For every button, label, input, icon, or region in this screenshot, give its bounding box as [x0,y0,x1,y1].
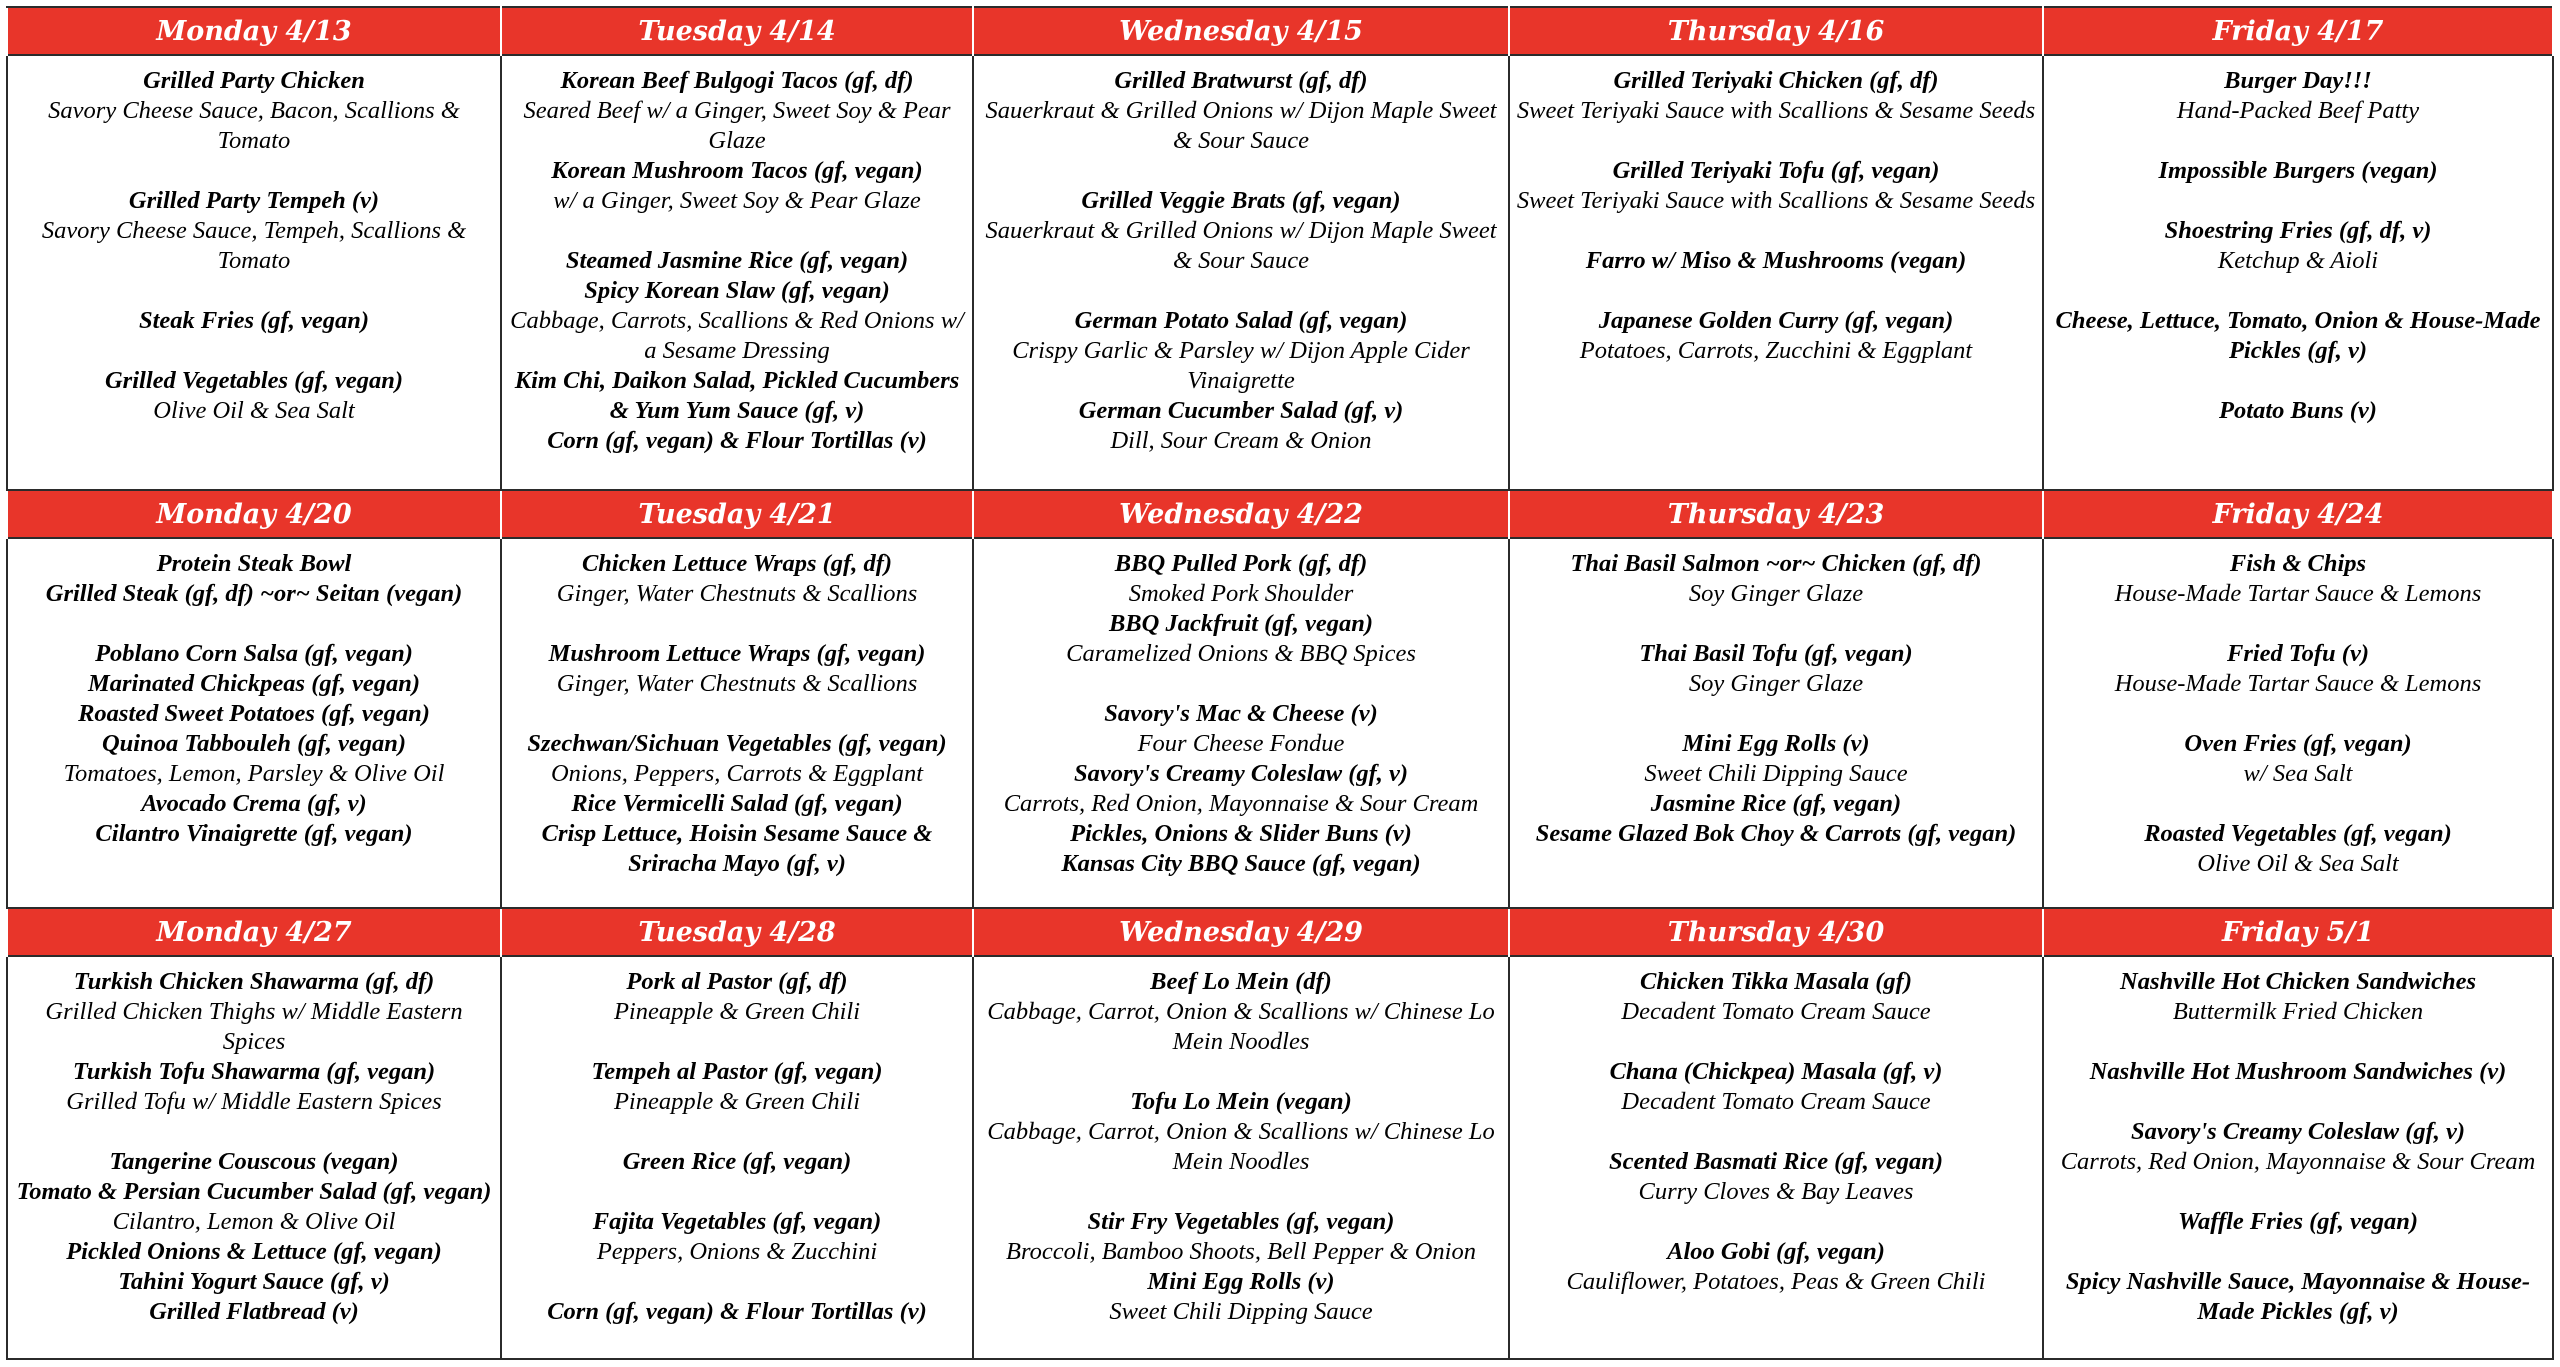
day-menu-cell [1509,538,2043,908]
menu-item-description: Cabbage, Carrot, Onion & Scallions w/ Chinese Lo Mein Noodles [987,998,1495,1056]
menu-item-name: Korean Beef Bulgogi Tacos (gf, df) [560,67,914,94]
menu-item-description: Seared Beef w/ a Ginger, Sweet Soy & Pear Glaze [523,97,951,154]
week-menu-row [7,55,2553,490]
day-menu-cell [7,538,501,908]
menu-spacer [1516,699,2036,729]
menu-spacer [14,1117,494,1147]
menu-body [7,7,2553,1359]
day-menu-cell [1509,956,2043,1359]
menu-item-description: Carrots, Red Onion, Mayonnaise & Sour Cream [2060,1148,2536,1176]
menu-item-name: Oven Fries (gf, vegan) [2184,730,2412,758]
menu-item-name: Cilantro Vinaigrette (gf, vegan) [95,820,413,848]
menu-item-description: w/ Sea Salt [2243,760,2353,788]
menu-item-description: Peppers, Onions & Zucchini [596,1238,878,1266]
menu-item-description: Cilantro, Lemon & Olive Oil [112,1208,396,1236]
menu-item-name: Savory's Creamy Coleslaw (gf, v) [1073,760,1409,788]
day-header: Friday 4/17 [2043,7,2553,55]
menu-item-name: Shoestring Fries (gf, df, v) [2164,217,2432,244]
day-menu-cell [7,55,501,490]
menu-item-description: Onions, Peppers, Carrots & Eggplant [550,760,924,788]
menu-item-description: Soy Ginger Glaze [1688,670,1864,698]
menu-item-description: Decadent Tomato Cream Sauce [1621,1088,1931,1116]
menu-item-name: Pickled Onions & Lettuce (gf, vegan) [66,1238,442,1266]
menu-item-name: Mini Egg Rolls (v) [1147,1268,1335,1296]
menu-item-name: Chicken Tikka Masala (gf) [1640,968,1912,996]
menu-spacer [508,1267,966,1297]
menu-item-description: Savory Cheese Sauce, Tempeh, Scallions & Tomato [41,217,467,274]
week-menu-row [7,956,2553,1359]
menu-item-name: Jasmine Rice (gf, vegan) [1650,790,1902,818]
menu-item-name: Turkish Tofu Shawarma (gf, vegan) [72,1058,436,1086]
menu-item-description: Pineapple & Green Chili [613,1088,861,1116]
menu-spacer [2050,1237,2546,1267]
menu-spacer [508,216,966,246]
menu-item-description: Smoked Pork Shoulder [1128,580,1354,608]
menu-item-description: Cabbage, Carrots, Scallions & Red Onions w/ a Sesame Dressing [510,307,964,364]
day-header: Wednesday 4/29 [973,908,1509,956]
week-header-row [7,7,2553,55]
day-header: Tuesday 4/14 [501,7,973,55]
menu-spacer [980,1177,1502,1207]
menu-item-description: Sweet Chili Dipping Sauce [1644,760,1908,788]
menu-item-name: German Potato Salad (gf, vegan) [1074,307,1408,334]
menu-item-name: BBQ Pulled Pork (gf, df) [1114,550,1368,578]
menu-item-name: Spicy Korean Slaw (gf, vegan) [584,277,890,304]
menu-item-name: Tangerine Couscous (vegan) [109,1148,399,1176]
day-header: Tuesday 4/28 [501,908,973,956]
menu-item-name: Aloo Gobi (gf, vegan) [1667,1238,1885,1266]
day-menu-cell [7,956,501,1359]
day-menu-cell [973,55,1509,490]
week-header-row [7,908,2553,956]
menu-item-name: Grilled Teriyaki Tofu (gf, vegan) [1612,157,1940,184]
day-menu-cell [2043,55,2553,490]
menu-item-name: Burger Day!!! [2224,67,2372,94]
menu-spacer [1516,126,2036,156]
menu-item-name: Grilled Vegetables (gf, vegan) [104,367,404,394]
menu-item-name: Green Rice (gf, vegan) [622,1148,852,1176]
menu-spacer [14,156,494,186]
menu-item-description: Hand-Packed Beef Patty [2176,97,2420,124]
menu-item-name: Roasted Vegetables (gf, vegan) [2144,820,2452,848]
menu-item-name: Mini Egg Rolls (v) [1682,730,1870,758]
menu-spacer [508,1177,966,1207]
day-header: Wednesday 4/22 [973,490,1509,538]
menu-item-name: Spicy Nashville Sauce, Mayonnaise & House-Made Pickles (gf, v) [2065,1268,2531,1326]
menu-item-name: Grilled Flatbread (v) [149,1298,359,1326]
menu-spacer [1516,1027,2036,1057]
menu-item-name: Thai Basil Salmon ~or~ Chicken (gf, df) [1570,550,1982,578]
menu-spacer [2050,366,2546,396]
menu-item-description: Potatoes, Carrots, Zucchini & Eggplant [1579,337,1973,364]
menu-item-description: Decadent Tomato Cream Sauce [1621,998,1931,1026]
day-header: Monday 4/13 [7,7,501,55]
menu-item-description: Olive Oil & Sea Salt [2197,850,2399,878]
menu-item-name: Rice Vermicelli Salad (gf, vegan) [571,790,903,818]
menu-item-description: Crispy Garlic & Parsley w/ Dijon Apple Cider Vinaigrette [1012,337,1470,394]
day-menu-cell [2043,956,2553,1359]
menu-spacer [1516,1207,2036,1237]
menu-item-description: Ginger, Water Chestnuts & Scallions [556,580,918,608]
menu-spacer [508,1117,966,1147]
menu-item-description: Sweet Teriyaki Sauce with Scallions & Sesame Seeds [1516,187,2036,214]
day-header: Tuesday 4/21 [501,490,973,538]
menu-item-name: Kansas City BBQ Sauce (gf, vegan) [1061,850,1421,878]
day-header: Thursday 4/23 [1509,490,2043,538]
day-header: Thursday 4/30 [1509,908,2043,956]
menu-item-description: w/ a Ginger, Sweet Soy & Pear Glaze [553,187,921,214]
menu-item-name: Tempeh al Pastor (gf, vegan) [591,1058,883,1086]
menu-item-name: Beef Lo Mein (df) [1150,968,1332,996]
week-menu-row [7,538,2553,908]
menu-item-description: Sweet Teriyaki Sauce with Scallions & Sesame Seeds [1516,97,2036,124]
menu-item-description: Curry Cloves & Bay Leaves [1638,1178,1914,1206]
menu-item-description: Caramelized Onions & BBQ Spices [1066,640,1416,668]
menu-item-name: Avocado Crema (gf, v) [141,790,367,818]
day-menu-cell [501,55,973,490]
menu-item-description: Olive Oil & Sea Salt [153,397,355,424]
menu-spacer [1516,609,2036,639]
menu-item-name: Grilled Bratwurst (gf, df) [1114,67,1368,94]
day-menu-cell [501,956,973,1359]
menu-item-name: Szechwan/Sichuan Vegetables (gf, vegan) [527,730,947,758]
menu-item-description: Soy Ginger Glaze [1688,580,1864,608]
menu-item-name: Tofu Lo Mein (vegan) [1130,1088,1352,1116]
menu-item-name: Thai Basil Tofu (gf, vegan) [1639,640,1913,668]
menu-spacer [508,609,966,639]
menu-item-name: Crisp Lettuce, Hoisin Sesame Sauce & Sriracha Mayo (gf, v) [541,820,933,878]
menu-item-name: Stir Fry Vegetables (gf, vegan) [1087,1208,1395,1236]
menu-item-name: German Cucumber Salad (gf, v) [1078,397,1404,424]
day-header: Monday 4/27 [7,908,501,956]
menu-item-description: House-Made Tartar Sauce & Lemons [2114,580,2482,608]
week-header-row [7,490,2553,538]
day-menu-cell [1509,55,2043,490]
menu-spacer [980,276,1502,306]
menu-item-description: Pineapple & Green Chili [613,998,861,1026]
menu-item-name: Sesame Glazed Bok Choy & Carrots (gf, vegan) [1535,820,2017,848]
menu-item-description: Carrots, Red Onion, Mayonnaise & Sour Cream [1003,790,1479,818]
menu-spacer [1516,216,2036,246]
menu-item-name: Grilled Party Tempeh (v) [128,187,380,214]
menu-spacer [2050,276,2546,306]
menu-spacer [2050,1177,2546,1207]
menu-item-description: Grilled Tofu w/ Middle Eastern Spices [66,1088,442,1116]
menu-item-name: Steak Fries (gf, vegan) [139,307,369,334]
menu-item-name: Poblano Corn Salsa (gf, vegan) [95,640,413,668]
menu-spacer [980,669,1502,699]
menu-item-name: Pickles, Onions & Slider Buns (v) [1070,820,1412,848]
menu-item-description: Ketchup & Aioli [2217,247,2379,274]
menu-item-name: Impossible Burgers (vegan) [2158,157,2438,184]
menu-item-name: Protein Steak Bowl [156,550,352,578]
menu-item-description: Four Cheese Fondue [1137,730,1345,758]
menu-item-description: House-Made Tartar Sauce & Lemons [2114,670,2482,698]
menu-item-name: BBQ Jackfruit (gf, vegan) [1108,610,1374,638]
menu-spacer [980,156,1502,186]
menu-item-name: Farro w/ Miso & Mushrooms (vegan) [1585,247,1967,274]
menu-item-description: Savory Cheese Sauce, Bacon, Scallions & Tomato [48,97,460,154]
menu-item-name: Grilled Steak (gf, df) ~or~ Seitan (vegan) [45,580,463,608]
menu-item-name: Fajita Vegetables (gf, vegan) [592,1208,882,1236]
day-header: Friday 4/24 [2043,490,2553,538]
menu-item-description: Buttermilk Fried Chicken [2172,998,2424,1026]
menu-item-name: Nashville Hot Mushroom Sandwiches (v) [2089,1058,2507,1086]
menu-item-name: Japanese Golden Curry (gf, vegan) [1598,307,1954,334]
menu-item-name: Potato Buns (v) [2219,397,2377,424]
menu-spacer [1516,1117,2036,1147]
menu-item-name: Steamed Jasmine Rice (gf, vegan) [565,247,909,274]
menu-item-name: Nashville Hot Chicken Sandwiches [2120,968,2476,996]
menu-item-name: Chana (Chickpea) Masala (gf, v) [1609,1058,1943,1086]
menu-spacer [2050,699,2546,729]
menu-calendar [6,6,2554,1360]
day-menu-cell [973,956,1509,1359]
menu-item-name: Chicken Lettuce Wraps (gf, df) [581,550,893,578]
menu-item-name: Tomato & Persian Cucumber Salad (gf, vegan) [16,1178,492,1206]
menu-item-description: Cabbage, Carrot, Onion & Scallions w/ Chinese Lo Mein Noodles [987,1118,1495,1176]
menu-item-name: Fish & Chips [2229,550,2367,578]
menu-item-description: Sauerkraut & Grilled Onions w/ Dijon Maple Sweet & Sour Sauce [985,217,1497,274]
day-menu-cell [973,538,1509,908]
menu-spacer [2050,789,2546,819]
menu-item-name: Waffle Fries (gf, vegan) [2178,1208,2418,1236]
menu-item-description: Grilled Chicken Thighs w/ Middle Eastern Spices [45,998,463,1056]
menu-item-description: Broccoli, Bamboo Shoots, Bell Pepper & Onion [1006,1238,1476,1266]
menu-item-description: Tomatoes, Lemon, Parsley & Olive Oil [63,760,445,788]
day-header: Friday 5/1 [2043,908,2553,956]
menu-item-name: Pork al Pastor (gf, df) [626,968,848,996]
menu-spacer [2050,1027,2546,1057]
menu-spacer [14,336,494,366]
menu-item-name: Turkish Chicken Shawarma (gf, df) [73,968,435,996]
menu-spacer [2050,609,2546,639]
menu-item-name: Grilled Teriyaki Chicken (gf, df) [1613,67,1939,94]
menu-item-name: Fried Tofu (v) [2227,640,2369,668]
menu-item-name: Scented Basmati Rice (gf, vegan) [1608,1148,1944,1176]
menu-item-name: Savory's Creamy Coleslaw (gf, v) [2130,1118,2466,1146]
menu-item-name: Grilled Veggie Brats (gf, vegan) [1081,187,1401,214]
day-header: Thursday 4/16 [1509,7,2043,55]
menu-item-name: Cheese, Lettuce, Tomato, Onion & House-Made Pickles (gf, v) [2055,307,2541,364]
menu-item-name: Kim Chi, Daikon Salad, Pickled Cucumbers & Yum Yum Sauce (gf, v) [514,367,960,424]
menu-item-name: Tahini Yogurt Sauce (gf, v) [118,1268,390,1296]
menu-spacer [508,699,966,729]
menu-item-name: Marinated Chickpeas (gf, vegan) [87,670,421,698]
menu-item-name: Quinoa Tabbouleh (gf, vegan) [101,730,406,758]
menu-item-description: Sweet Chili Dipping Sauce [1109,1298,1373,1326]
day-header: Wednesday 4/15 [973,7,1509,55]
menu-item-description: Sauerkraut & Grilled Onions w/ Dijon Maple Sweet & Sour Sauce [985,97,1497,154]
menu-item-name: Mushroom Lettuce Wraps (gf, vegan) [548,640,926,668]
menu-spacer [2050,186,2546,216]
menu-spacer [14,609,494,639]
day-header: Monday 4/20 [7,490,501,538]
menu-spacer [2050,1087,2546,1117]
menu-item-description: Cauliflower, Potatoes, Peas & Green Chili [1566,1268,1986,1296]
menu-spacer [508,1027,966,1057]
menu-item-name: Corn (gf, vegan) & Flour Tortillas (v) [547,427,927,454]
menu-spacer [2050,126,2546,156]
menu-item-name: Grilled Party Chicken [143,67,365,94]
day-menu-cell [2043,538,2553,908]
menu-item-name: Roasted Sweet Potatoes (gf, vegan) [78,700,430,728]
menu-spacer [980,1057,1502,1087]
menu-item-name: Korean Mushroom Tacos (gf, vegan) [551,157,923,184]
menu-spacer [14,276,494,306]
menu-item-name: Corn (gf, vegan) & Flour Tortillas (v) [547,1298,927,1326]
day-menu-cell [501,538,973,908]
menu-item-name: Savory's Mac & Cheese (v) [1104,700,1378,728]
menu-item-description: Ginger, Water Chestnuts & Scallions [556,670,918,698]
menu-spacer [1516,276,2036,306]
menu-item-description: Dill, Sour Cream & Onion [1110,427,1372,454]
